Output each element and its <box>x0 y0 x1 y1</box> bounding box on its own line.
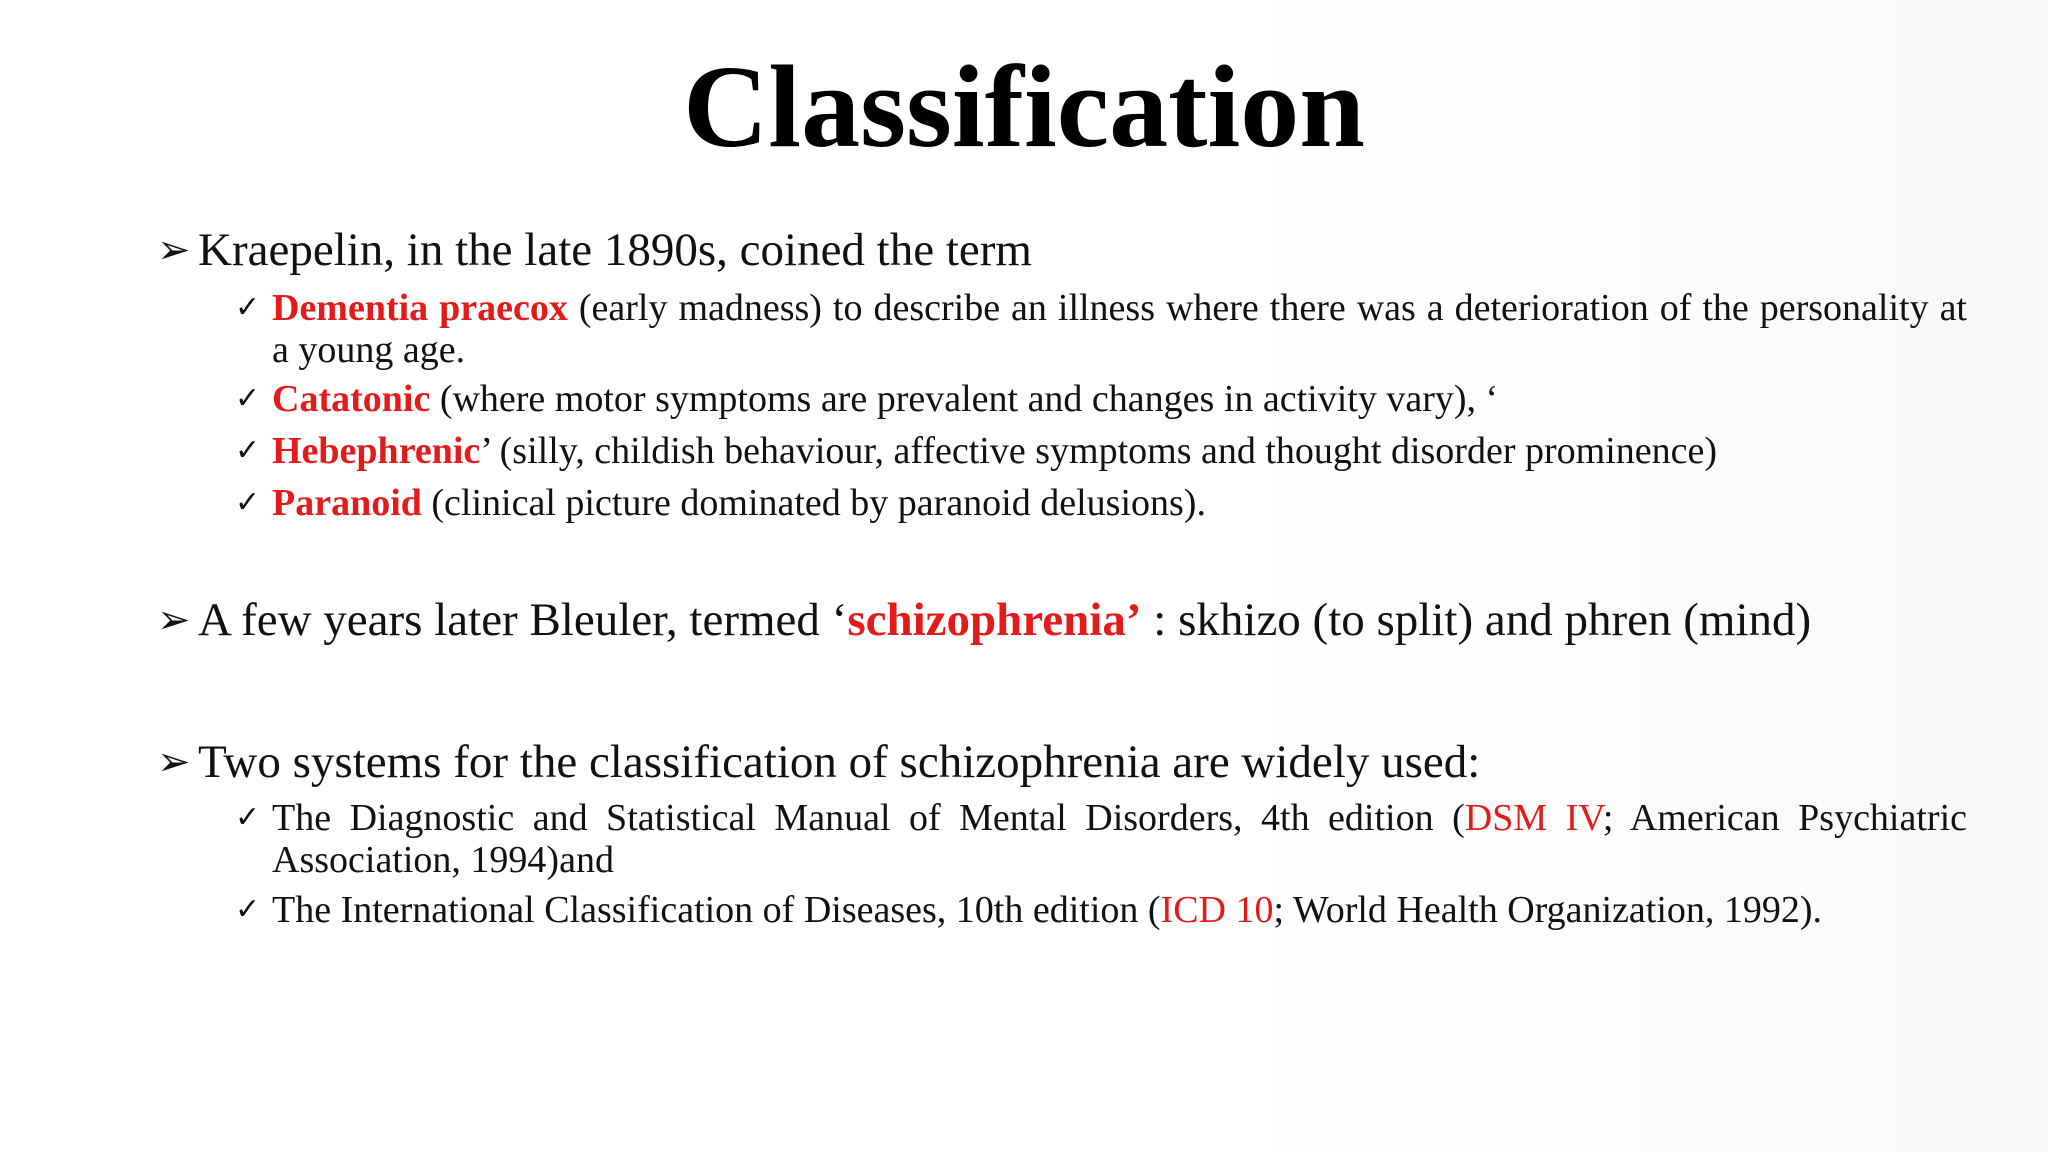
checkmark-icon: ✓ <box>235 800 261 835</box>
sub-item-text: (early madness) to describe an illness where there was a deterioration of the personality at a young age. <box>272 287 1967 371</box>
bullet-bleuler <box>157 592 1811 648</box>
sub-item-dsm-iv <box>235 797 1967 881</box>
bullet-text-before: A few years later Bleuler, termed ‘ <box>198 594 848 646</box>
bullet-kraepelin <box>157 222 1032 278</box>
sub-item-dementia-praecox <box>235 287 1967 371</box>
term-catatonic: Catatonic <box>272 378 431 420</box>
checkmark-icon: ✓ <box>235 485 261 520</box>
sub-item-text-after: ; World Health Organization, 1992). <box>1273 889 1823 931</box>
checkmark-icon: ✓ <box>235 433 261 468</box>
sub-item-hebephrenic <box>235 430 1967 472</box>
slide-title: Classification <box>683 41 1365 172</box>
sub-item-text-before: The Diagnostic and Statistical Manual of Mental Disorders, 4th edition ( <box>272 797 1465 839</box>
bullet-classification-systems <box>157 734 1480 790</box>
term-hebephrenic: Hebephrenic <box>272 430 481 472</box>
sub-item-text-after: ; American Psychiatric Association, 1994)and <box>272 797 1967 881</box>
bullet-text: Kraepelin, in the late 1890s, coined the term <box>198 224 1032 276</box>
checkmark-icon: ✓ <box>235 290 261 325</box>
sub-item-catatonic <box>235 378 1967 420</box>
arrow-bullet-icon: ➢ <box>157 597 191 642</box>
term-schizophrenia: schizophrenia’ <box>847 594 1142 646</box>
arrow-bullet-icon: ➢ <box>157 227 191 272</box>
sub-item-text: ’ (silly, childish behaviour, affective symptoms and thought disorder prominence) <box>480 430 1718 472</box>
checkmark-icon: ✓ <box>235 381 261 416</box>
sub-item-text: (where motor symptoms are prevalent and changes in activity vary), ‘ <box>430 378 1499 420</box>
bullet-text: Two systems for the classification of schizophrenia are widely used: <box>198 736 1481 788</box>
term-dsm-iv: DSM IV <box>1464 797 1603 839</box>
term-icd-10: ICD 10 <box>1160 889 1274 931</box>
sub-item-text-before: The International Classification of Diseases, 10th edition ( <box>272 889 1161 931</box>
bullet-text-after: : skhizo (to split) and phren (mind) <box>1141 594 1812 646</box>
sub-item-paranoid <box>235 482 1967 524</box>
term-paranoid: Paranoid <box>272 482 422 524</box>
checkmark-icon: ✓ <box>235 892 261 927</box>
sub-item-text: (clinical picture dominated by paranoid delusions). <box>421 482 1206 524</box>
arrow-bullet-icon: ➢ <box>157 739 191 784</box>
term-dementia-praecox: Dementia praecox <box>272 287 568 329</box>
sub-item-icd-10 <box>235 889 1967 931</box>
